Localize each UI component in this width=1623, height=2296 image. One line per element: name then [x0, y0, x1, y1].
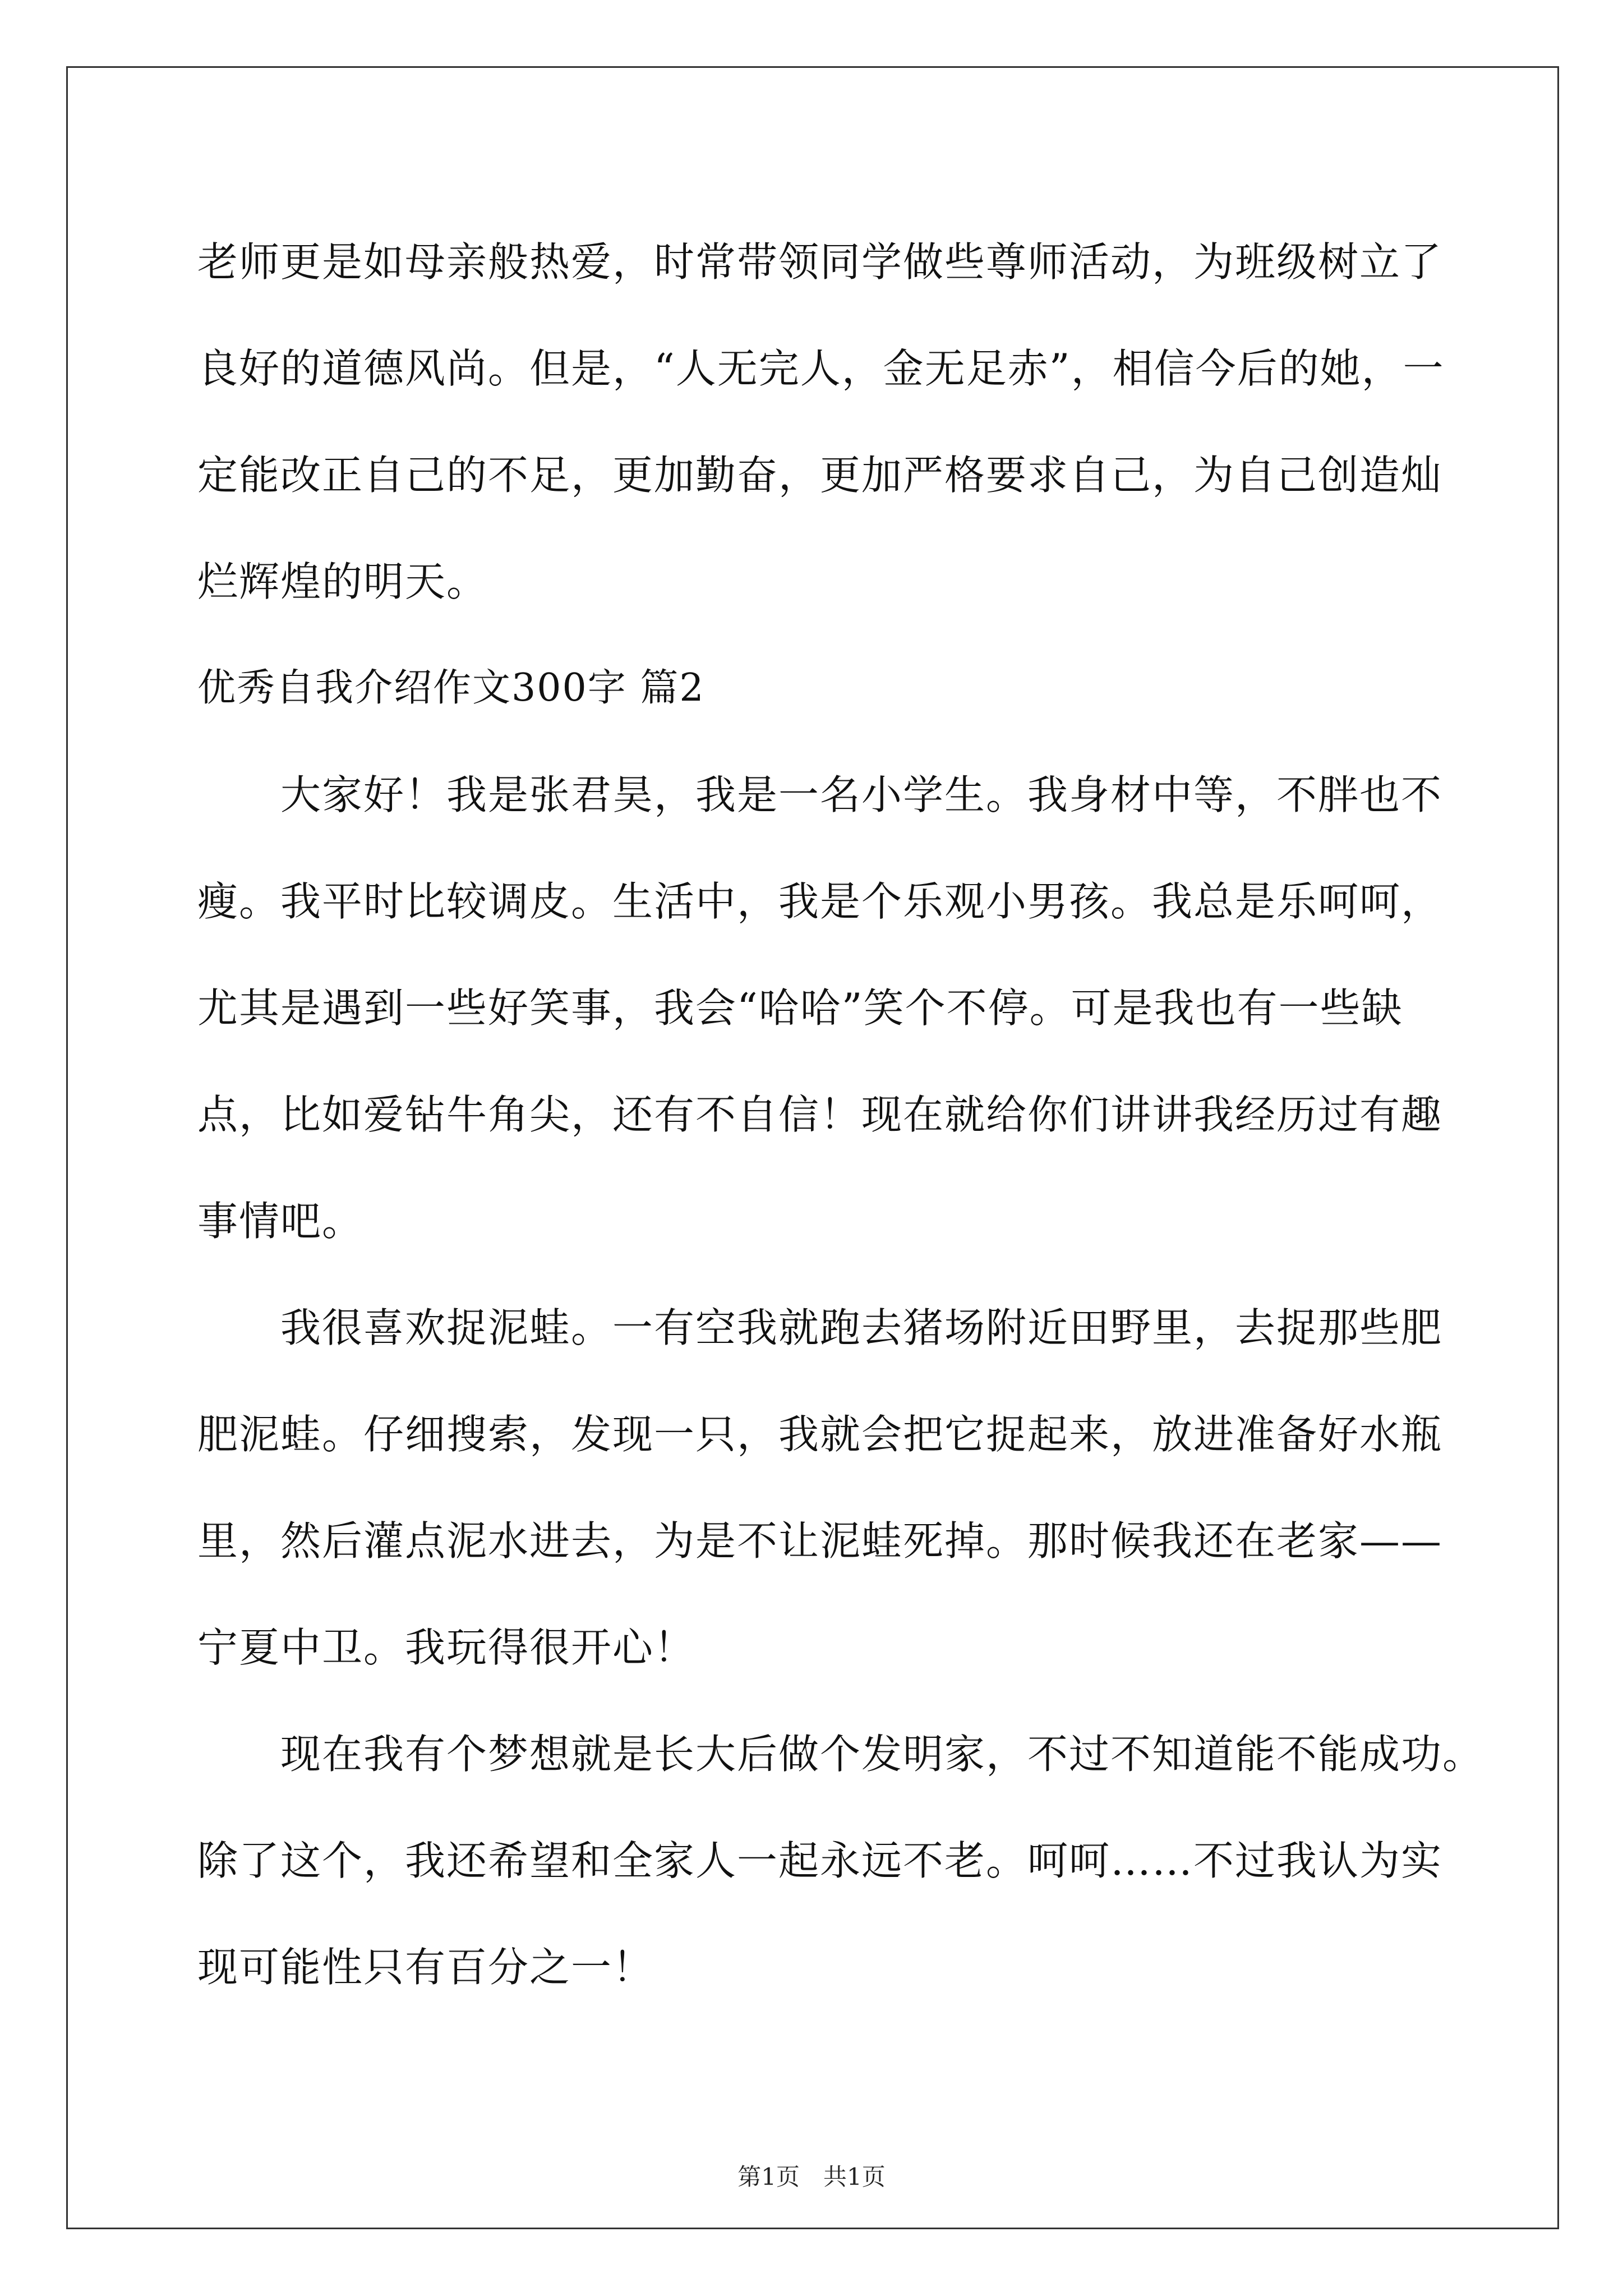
- paragraph-line: 瘦。我平时比较调皮。生活中，我是个乐观小男孩。我总是乐呵呵，: [197, 878, 1443, 925]
- paragraph-line: 宁夏中卫。我玩得很开心！: [197, 1624, 696, 1671]
- paragraph-line: 老师更是如母亲般热爱，时常带领同学做些尊师活动，为班级树立了: [197, 238, 1443, 286]
- paragraph-line: 点，比如爱钻牛角尖，还有不自信！现在就给你们讲讲我经历过有趣: [197, 1091, 1443, 1138]
- paragraph-line: 定能改正自己的不足，更加勤奋，更加严格要求自己，为自己创造灿: [197, 452, 1443, 499]
- paragraph-line: 我很喜欢捉泥蛙。一有空我就跑去猪场附近田野里，去捉那些肥: [280, 1304, 1443, 1351]
- document-body: [197, 209, 1484, 2021]
- section-heading: 优秀自我介绍作文300字 篇2: [197, 666, 705, 710]
- paragraph-line: 良好的道德风尚。但是，“人无完人，金无足赤”，相信今后的她，一: [197, 345, 1445, 392]
- paragraph-line: 现在我有个梦想就是长大后做个发明家，不过不知道能不能成功。: [280, 1731, 1484, 1778]
- paragraph-line: 除了这个，我还希望和全家人一起永远不老。呵呵……不过我认为实: [197, 1837, 1443, 1884]
- paragraph-line: 事情吧。: [197, 1198, 364, 1245]
- paragraph-line: 现可能性只有百分之一！: [197, 1944, 654, 1991]
- paragraph-line: 大家好！我是张君昊，我是一名小学生。我身材中等，不胖也不: [280, 771, 1443, 818]
- paragraph-line: 里，然后灌点泥水进去，为是不让泥蛙死掉。那时候我还在老家——: [197, 1517, 1443, 1565]
- page-number-footer: 第1页 共1页: [737, 2163, 886, 2191]
- paragraph-line: 肥泥蛙。仔细搜索，发现一只，我就会把它捉起来，放进准备好水瓶: [197, 1411, 1443, 1458]
- paragraph-line: 尤其是遇到一些好笑事，我会“哈哈”笑个不停。可是我也有一些缺: [197, 984, 1403, 1032]
- paragraph-line: 烂辉煌的明天。: [197, 558, 488, 605]
